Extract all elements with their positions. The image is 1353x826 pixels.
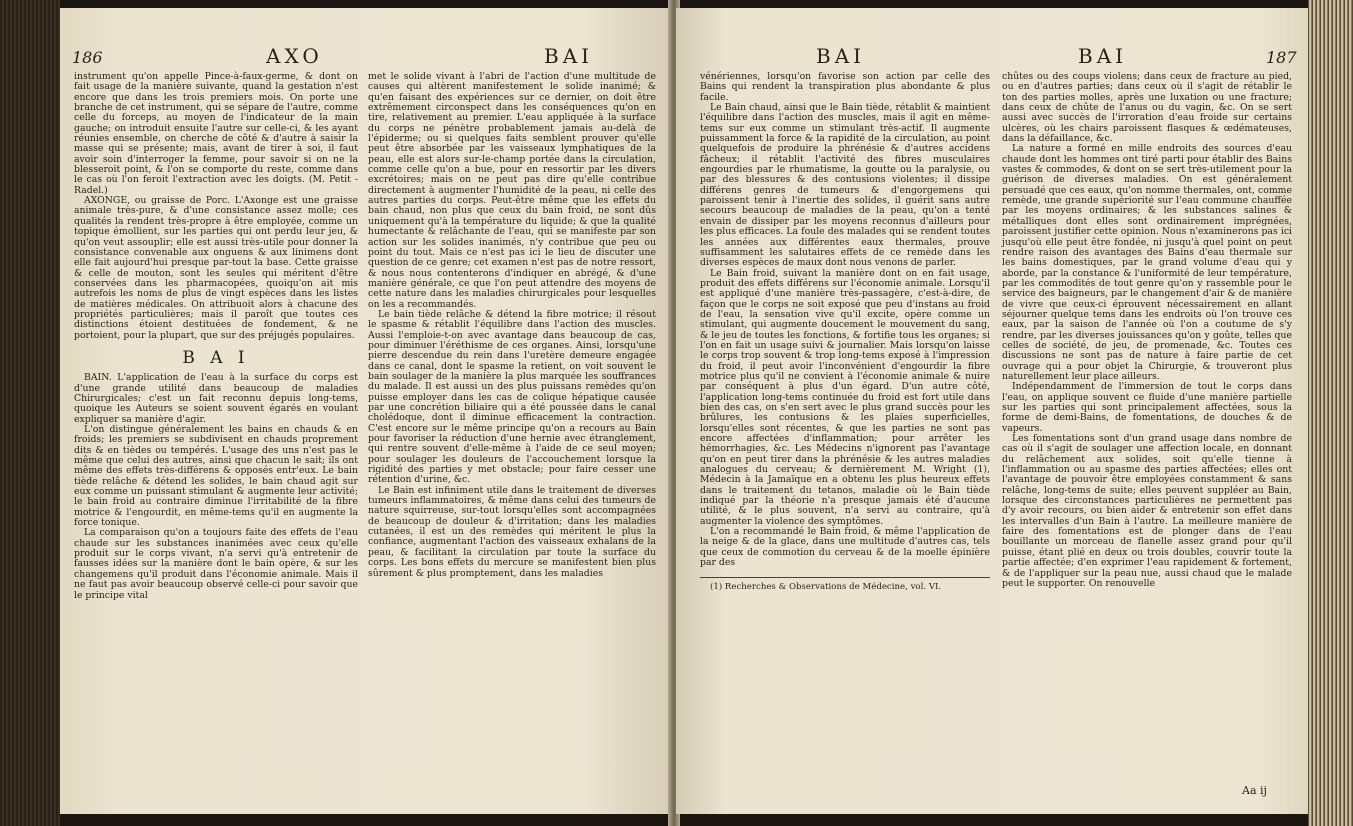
running-head-right-col2: BAI xyxy=(1078,44,1128,68)
book-edge-left xyxy=(0,0,60,826)
paragraph: Les fomentations sont d'un grand usage dans nombre de cas où il s'agit de soulager une affection locale, en donnant du relâchement aux solides, soit qu'elle tienne à l'inflammation ou au spasme des parties affectées; elles ont l'avantage de pouvoir être employées constamment & sans relâche, long-tems de suite; elles peuvent suppléer au Bain, lorsque des circonstances particulières ne permettent pas d'y avoir recours, ou bien aider & entretenir son effet dans les intervalles d'un Bain à l'autre. La meilleure manière de faire des fomentations est de plonger dans de l'eau bouillante un morceau de flanelle assez grand pour qu'il puisse, étant plié en deux ou trois doubles, couvrir toute la partie affectée; d'en exprimer l'eau rapidement & fortement, & de l'appliquer sur la peau nue, aussi chaud que le malade peut le supporter. On renouvelle xyxy=(1002,433,1292,589)
left-page-column-1 xyxy=(74,72,358,601)
page-number-right: 187 xyxy=(1266,48,1297,67)
paragraph: La comparaison qu'on a toujours faite des effets de l'eau chaude sur les substances inanimées avec ceux qu'elle produit sur le corps vivant, n'a servi qu'à entretenir de fausses idées sur la manière dont le bain opère, & sur les changemens qu'il produit dans l'économie animale. Mais il ne faut pas avoir beaucoup observé celle-ci pour savoir que le principe vital xyxy=(74,527,358,601)
paragraph: L'on distingue généralement les bains en chauds & en froids; les premiers se subdivisent en chauds proprement dits & en tièdes ou tempérés. L'usage des uns n'est pas le même que celui des autres, ainsi que chacun le sait; ils ont même des effets très-différens & opposés entr'eux. Le bain tiède relâche & détend les solides, le bain chaud agit sur eux comme un puissant stimulant & augmente leur activité; le bain froid au contraire diminue l'irritabilité de la fibre motrice & l'engourdit, en même-tems qu'il en augmente la force tonique. xyxy=(74,424,358,529)
running-head-left-col1: AXO xyxy=(266,44,323,68)
page-number-left: 186 xyxy=(72,48,103,67)
section-title: B A I xyxy=(182,347,250,368)
paragraph: L'on a recommandé le Bain froid, & même l'application de la neige & de la glace, dans une multitude d'autres cas, tels que ceux de commotion du cerveau & de la moelle épinière par des xyxy=(700,526,990,569)
left-page-column-2 xyxy=(368,72,656,579)
right-page xyxy=(676,8,1308,814)
paragraph: Le bain tiède relâche & détend la fibre motrice; il résout le spasme & rétablit l'équilibre dans l'action des muscles. Aussi l'emploie-t-on avec avantage dans beaucoup de cas, pour diminuer l'éréthisme de ces organes. Ainsi, lorsqu'une pierre descendue du rein dans l'uretère demeure engagée dans ce canal, dont le spasme la retient, on voit souvent le bain soulager de la manière la plus marquée les souffrances du malade. Il est aussi un des plus puissans remèdes qu'on puisse employer dans les cas de colique hépatique causée par une concrétion biliaire qui a été poussée dans le canal cholédoque, dont il diminue efficacement la contraction. C'est encore sur le même principe qu'on a recours au Bain pour favoriser la réduction d'une hernie avec étranglement, qui rentre souvent d'elle-même à l'aide de ce seul moyen; pour soulager les douleurs de l'accouchement lorsque la rigidité des parties y met obstacle; pour faire cesser une rétention d'urine, &c. xyxy=(368,308,656,486)
paragraph: Le Bain froid, suivant la manière dont on en fait usage, produit des effets différens sur l'économie animale. Lorsqu'il est appliqué d'une manière très-passagère, c'est-à-dire, de façon que le corps ne soit exposé que peu d'instans au froid de l'eau, la sensation vive qu'il excite, opère comme un stimulant, qui augmente doucement le mouvement du sang, & le jeu de toutes les fonctions, & fortifie tous les organes; si l'on en fait un usage suivi & journalier. Mais lorsqu'on laisse le corps trop souvent & trop long-tems exposé à l'impression du froid, il peut avoir l'inconvénient d'engourdir la fibre motrice plus qu'il ne convient à l'économie animale & nuire par conséquent à plus d'un égard. D'un autre côté, l'application long-tems continuée du froid est fort utile dans bien des cas, on s'en sert avec le plus grand succès pour les brûlures, les contusions & les plaies superficielles, lorsqu'elles sont récentes, & que les parties ne sont pas encore affectées d'inflammation; pour arrêter les hémorrhagies, &c. Les Médecins n'ignorent pas l'avantage qu'on en peut tirer dans la phrénésie & les autres maladies analogues du cerveau; & dernièrement M. Wright (1), Médecin à la Jamaïque en a obtenu les plus heureux effets dans le traitement du tetanos, maladie où le Bain tiède indiqué par la théorie n'a presque jamais été d'aucune utilité, & le plus souvent, n'a servi au contraire, qu'à augmenter la violence des symptômes. xyxy=(700,267,990,527)
right-page-column-2 xyxy=(1002,72,1292,589)
footnote: (1) Recherches & Observations de Médecine, vol. VI. xyxy=(710,581,942,592)
left-page xyxy=(60,8,672,814)
footnote-rule xyxy=(700,577,990,578)
running-head-left-col2: BAI xyxy=(544,44,594,68)
signature-mark: Aa ij xyxy=(1242,784,1267,797)
paragraph: Le Bain est infiniment utile dans le traitement de diverses tumeurs inflammatoires, & même dans celui des tumeurs de nature squirreuse, sur-tout lorsqu'elles sont accompagnées de beaucoup de douleur & d'irritation; dans les maladies cutanées, il est un des remèdes qui méritent le plus la confiance, augmentant l'action des vaisseaux exhalans de la peau, & facilitant la circulation par toute la surface du corps. Les bons effets du mercure se manifestent bien plus sûrement & plus promptement, dans les maladies xyxy=(368,484,656,579)
right-page-column-1 xyxy=(700,72,990,592)
paragraph: La nature a formé en mille endroits des sources d'eau chaude dont les hommes ont tiré parti pour établir des Bains vastes & commodes, & dont on se sert très-utilement pour la guérison de diverses maladies. On est généralement persuadé que ces eaux, qu'on nomme thermales, ont, comme remède, une grande supériorité sur l'eau commune chauffée par les moyens ordinaires; & les substances salines & métalliques dont elles sont ordinairement imprégnées, paroissent justifier cette opinion. Nous n'examinerons pas ici jusqu'où elle peut être fondée, ni jusqu'à quel point on peut rendre raison des avantages des Bains d'eau thermale sur les bains domestiques, par le grand volume d'eau qui y aborde, par la constance & l'uniformité de leur température, par les commodités de tout genre qu'on y rassemble pour le service des baigneurs, par le changement d'air & de manière de vivre que ceux-ci éprouvent nécessairement en allant séjourner quelque tems dans les endroits où l'on trouve ces eaux, par la saison de l'année où l'on a coutume de s'y rendre, par les diverses jouissances qu'on y goûte, telles que celles de société, de jeu, de promenade, &c. Toutes ces discussions ne sont pas de nature à faire partie de cet ouvrage qui a pour objet la Chirurgie, & trouveront plus naturellement leur place ailleurs. xyxy=(1002,143,1292,382)
paragraph: chûtes ou des coups violens; dans ceux de fracture au pied, ou en d'autres parties; dans ceux où il s'agit de rétablir le ton des parties molles, après une luxation ou une fracture; dans ceux de chûte de l'anus ou du vagin, &c. On se sert aussi avec succès de l'irroration d'eau froide sur certains ulcères, où les chairs paroissent flasques & œdémateuses, dans la défaillance, &c. xyxy=(1002,71,1292,145)
paragraph: Le Bain chaud, ainsi que le Bain tiède, rétablit & maintient l'équilibre dans l'action des muscles, mais il agit en même-tems sur eux comme un stimulant très-actif. Il augmente puissamment la force & la rapidité de la circulation, au point quelquefois de produire la phrénésie & d'autres accidens fâcheux; il rétablit l'activité des fibres musculaires engourdies par le rhumatisme, la goutte ou la paralysie, ou par des blessures & des contusions violentes; il dissipe différens genres de tumeurs & d'engorgemens qui paroissent tenir à l'inertie des solides, il guérit sans autre secours beaucoup de maladies de la peau, qu'on a tenté envain de dissiper par les moyens reconnus d'ailleurs pour les plus efficaces. La foule des malades qui se rendent toutes les années aux différentes eaux thermales, prouve suffisamment les salutaires effets de ce remède dans les diverses espèces de maux dont nous venons de parler. xyxy=(700,102,990,269)
paragraph: BAIN. L'application de l'eau à la surface du corps est d'une grande utilité dans beaucoup de maladies Chirurgicales; c'est un fait reconnu depuis long-tems, quoique les Auteurs se soient souvent égarés en voulant expliquer sa manière d'agir. xyxy=(74,372,358,425)
book-edge-right xyxy=(1308,0,1353,826)
paragraph: vénériennes, lorsqu'on favorise son action par celle des Bains qui rendent la transpiration plus abondante & plus facile. xyxy=(700,71,990,103)
paragraph: instrument qu'on appelle Pince-à-faux-germe, & dont on fait usage de la manière suivante, quand la gestation n'est encore que dans les trois premiers mois. On porte une branche de cet instrument, qui se sépare de l'autre, comme celle du forceps, au moyen de l'indicateur de la main gauche; on introduit ensuite l'autre sur celle-ci, & les ayant réunies ensemble, on cherche de côté & d'autre à saisir la masse qui se présente; mais, avant de tirer à soi, il faut avoir soin d'interroger la femme, pour savoir si on ne la blesseroit point, & l'on se comporte du reste, comme dans le cas où l'on feroit l'extraction avec les doigts. (M. Petit - Radel.) xyxy=(74,71,358,196)
paragraph: AXONGE, ou graisse de Porc. L'Axonge est une graisse animale très-pure, & d'une consistance assez molle; ces qualités la rendent très-propre à être employée, comme un topique émollient, sur les parties qui ont perdu leur jeu, & qu'on veut assouplir; elle est aussi très-utile pour donner la consistance convenable aux onguens & aux linimens dont elle fait aujourd'hui presque par-tout la base. Cette graisse & celle de mouton, sont les seules qui méritent d'être conservées dans les pharmacopées, quoiqu'on ait mis autrefois les noms de plus de vingt espèces dans les listes de matières médicales. On attribuoit alors à chacune des propriétés particulières; mais il paroît que toutes ces distinctions étoient destituées de fondement, & ne portoient, pour la plupart, que sur des préjugés populaires. xyxy=(74,195,358,341)
paragraph: met le solide vivant à l'abri de l'action d'une multitude de causes qui altèrent manifestement le solide inanimé; & qu'en faisant des expériences sur ce dernier, on doit être extrêmement circonspect dans les conséquences qu'on en tire, relativement au premier. L'eau appliquée à la surface du corps ne pénètre probablement jamais au-delà de l'épiderme; ou si quelques faits semblent prouver qu'elle peut être absorbée par les vaisseaux lymphatiques de la peau, elle est alors sur-le-champ portée dans la circulation, comme celle qu'on a bue, pour en ressortir par les divers excrétoires; mais on ne peut pas dire qu'elle contribue directement à augmenter l'humidité de la peau, ni celle des autres parties du corps. Peut-être même que les effets du bain chaud, non plus que ceux du bain froid, ne sont dûs uniquement qu'à la température du liquide; & que la qualité humectante & relâchante de l'eau, qui se manifeste par son action sur les solides inanimés, n'y contribue que peu ou point du tout. Mais ce n'est pas ici le lieu de discuter une question de ce genre; cet examen n'est pas de notre ressort, & nous nous contenterons d'indiquer en abrégé, & d'une manière générale, ce que l'on peut attendre des moyens de cette nature dans les maladies chirurgicales pour lesquelles on les a recommandés. xyxy=(368,71,656,310)
paragraph: Indépendamment de l'immersion de tout le corps dans l'eau, on applique souvent ce fluide d'une manière partielle sur les parties qui sont principalement affectées, sous la forme de demi-Bains, de fomentations, de douches & de vapeurs. xyxy=(1002,381,1292,434)
running-head-right-col1: BAI xyxy=(816,44,866,68)
